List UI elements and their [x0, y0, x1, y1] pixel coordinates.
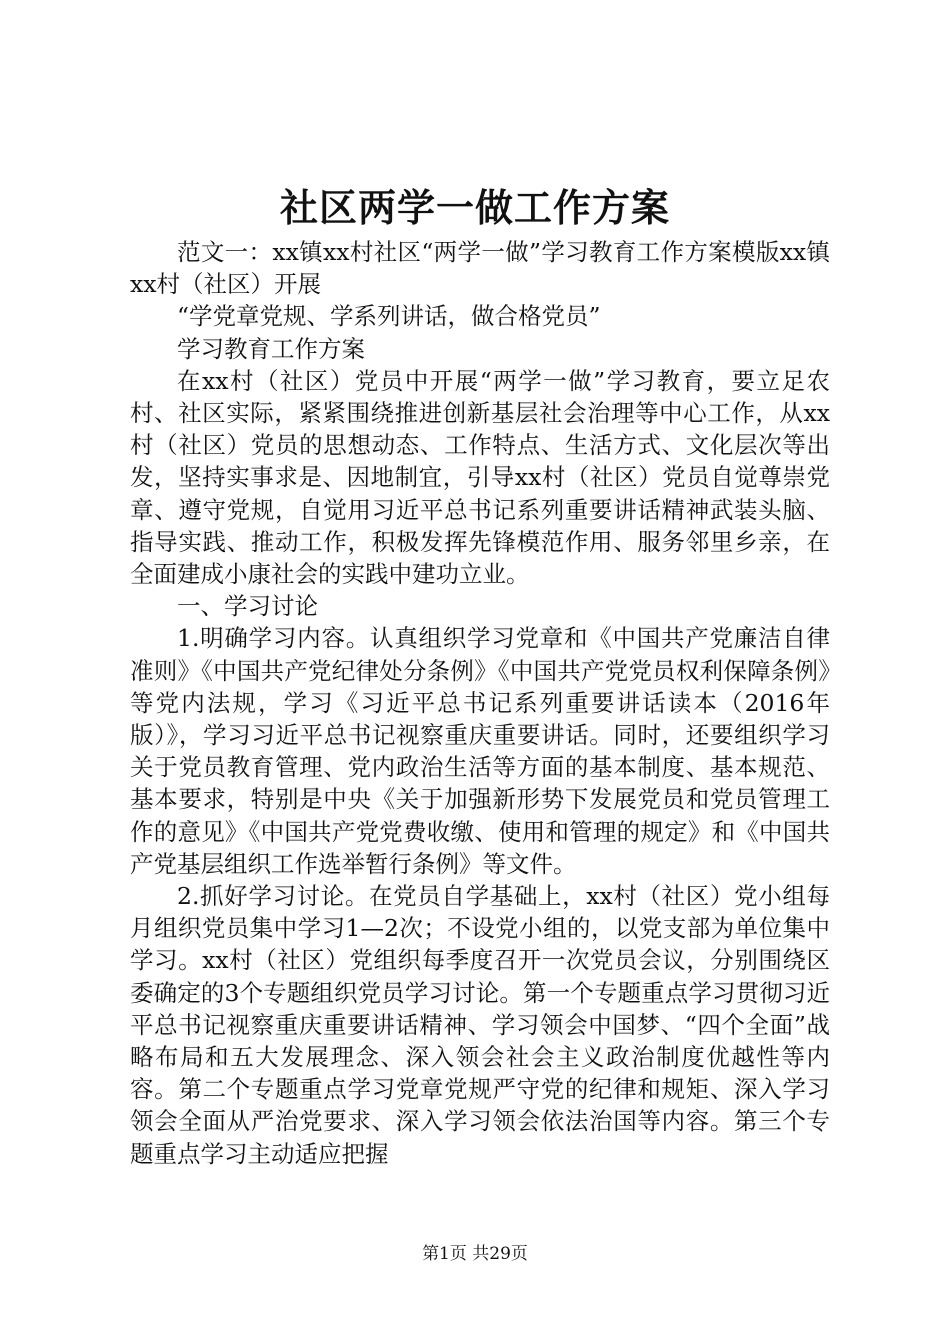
paragraph-slogan: “学党章党规、学系列讲话，做合格党员”: [177, 302, 601, 331]
paragraph-item-1: 1.明确学习内容。认真组织学习党章和《中国共产党廉洁自律准则》《中国共产党纪律处分条例》《中国共产党党员权利保障条例》等党内法规，学习《习近平总书记系列重要讲话读本（2016年版）》，学习习近平总书记视察重庆重要讲话。同时，还要组织学习关于党员教育管理、党内政治生活等方面的基本制度、基本规范、基本要求，特别是中央《关于加强新形势下发展党员和党员管理工作的意见》《中国共产党党费收缴、使用和管理的规定》和《中国共产党基层组织工作选举暂行条例》等文件。: [130, 624, 830, 878]
paragraph-item-2: 2.抓好学习讨论。在党员自学基础上，xx村（社区）党小组每月组织党员集中学习1—2次；不设党小组的，以党支部为单位集中学习。xx村（社区）党组织每季度召开一次党员会议，分别围绕区委确定的3个专题组织党员学习讨论。第一个专题重点学习贯彻习近平总书记视察重庆重要讲话精神、学习领会中国梦、“四个全面”战略布局和五大发展理念、深入领会社会主义政治制度优越性等内容。第二个专题重点学习党章党规严守党的纪律和规矩、深入学习领会全面从严治党要求、深入学习领会依法治国等内容。第三个专题重点学习主动适应把握: [130, 882, 830, 1168]
section-heading: 一、学习讨论: [177, 592, 318, 621]
paragraph-subtitle: 学习教育工作方案: [177, 334, 365, 363]
paragraph-intro: 范文一：xx镇xx村社区“两学一做”学习教育工作方案模版xx镇xx村（社区）开展: [130, 238, 830, 299]
page-footer: 第1页 共29页: [422, 1244, 528, 1264]
paragraph-overview: 在xx村（社区）党员中开展“两学一做”学习教育，要立足农村、社区实际，紧紧围绕推进创新基层社会治理等中心工作，从xx村（社区）党员的思想动态、工作特点、生活方式、文化层次等出发，坚持实事求是、因地制宜，引导xx村（社区）党员自觉尊崇党章、遵守党规，自觉用习近平总书记系列重要讲话精神武装头脑、指导实践、推动工作，积极发挥先锋模范作用、服务邻里乡亲，在全面建成小康社会的实践中建功立业。: [130, 366, 830, 589]
document-title: 社区两学一做工作方案: [279, 185, 670, 230]
document-body: [130, 236, 830, 1170]
